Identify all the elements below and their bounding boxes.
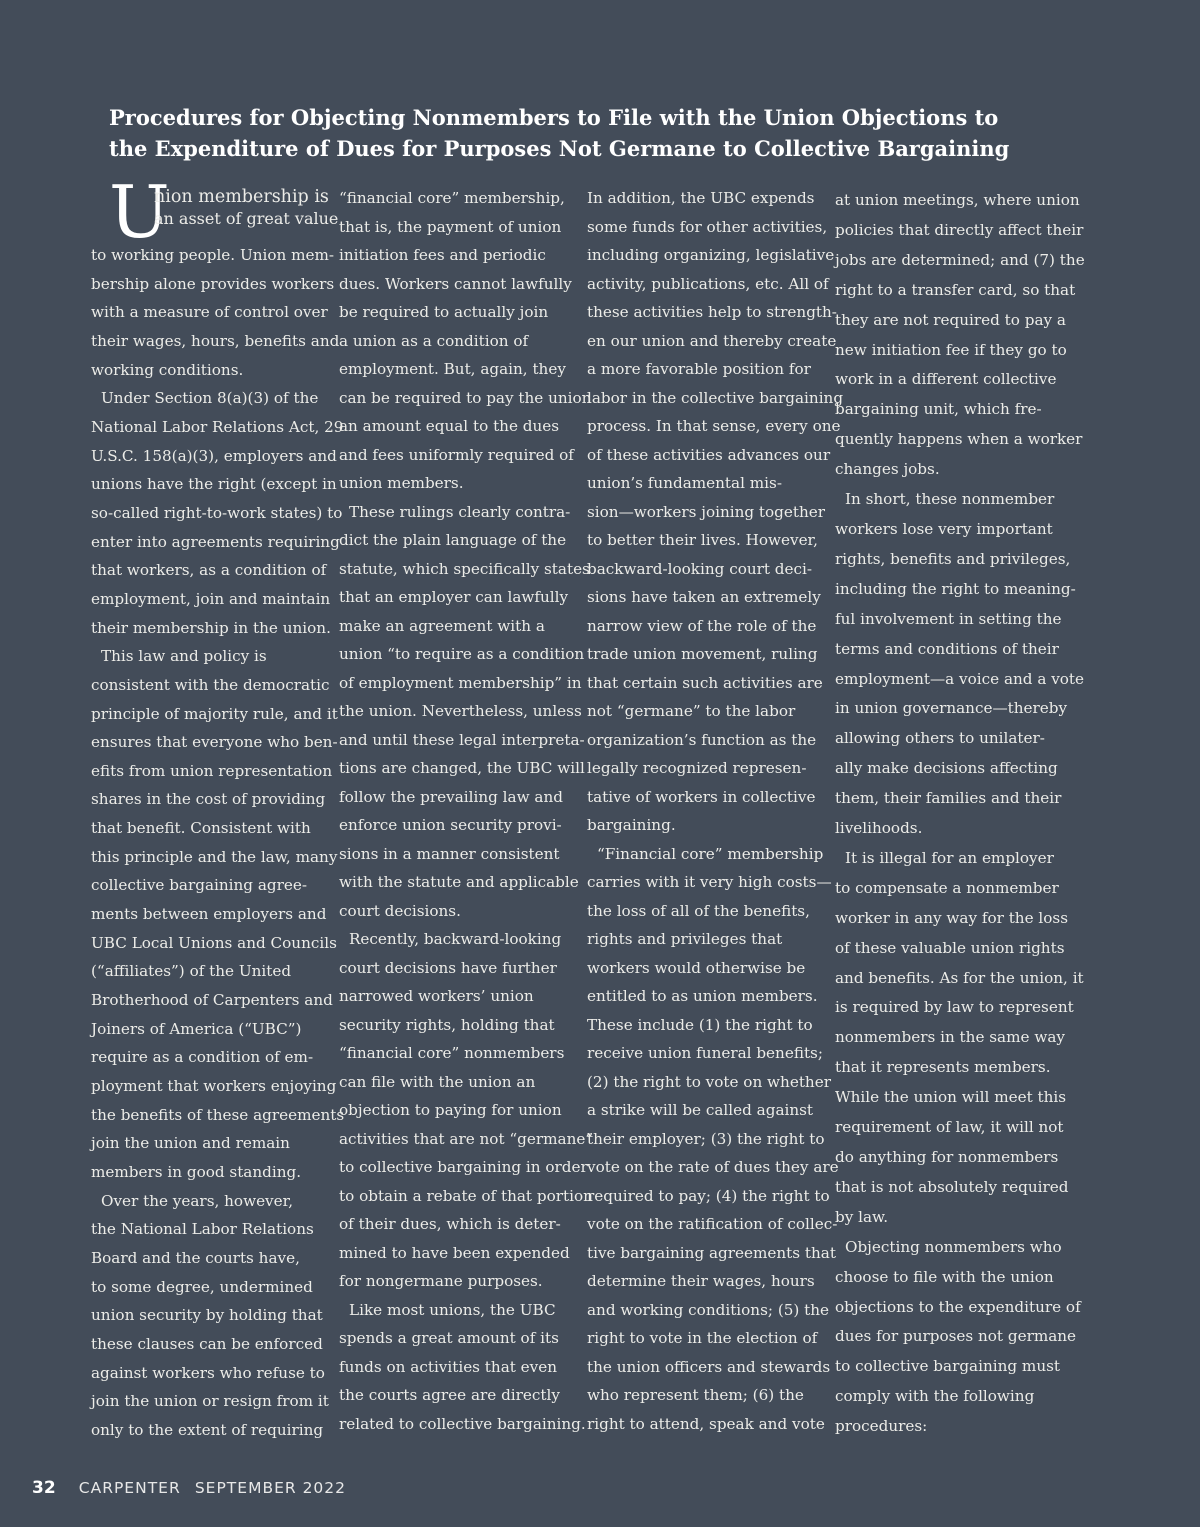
text-line: allowing others to unilater-	[835, 729, 1045, 748]
text-line: choose to file with the union	[835, 1267, 1054, 1286]
text-line: to collective bargaining must	[835, 1357, 1061, 1376]
text-line: (“affiliates”) of the United	[91, 962, 292, 981]
text-line: do anything for nonmembers	[835, 1148, 1059, 1166]
text-line: of these activities advances our	[587, 445, 831, 464]
text-line: funds on activities that even	[339, 1357, 558, 1376]
text-line: requirement of law, it will not	[835, 1118, 1064, 1137]
text-line: (2) the right to vote on whether	[587, 1072, 831, 1091]
article-headline	[109, 102, 1099, 164]
text-line: rights and privileges that	[587, 930, 783, 948]
page-footer	[32, 1478, 346, 1498]
text-line: that it represents members.	[835, 1058, 1051, 1077]
text-line: dues. Workers cannot lawfully	[339, 274, 572, 293]
text-line: ensures that everyone who ben-	[91, 733, 338, 752]
text-line: to obtain a rebate of that portion	[339, 1186, 593, 1205]
text-line: working conditions.	[91, 360, 244, 379]
text-line: these clauses can be enforced	[91, 1334, 323, 1353]
text-line: “financial core” nonmembers	[339, 1044, 565, 1062]
text-line: their membership in the union.	[91, 618, 331, 637]
text-line: Brotherhood of Carpenters and	[91, 991, 333, 1010]
text-line: enter into agreements requiring	[91, 532, 340, 551]
text-line: employment, join and maintain	[91, 589, 331, 608]
text-line: tative of workers in collective	[587, 787, 816, 806]
text-line: sion—workers joining together	[587, 502, 826, 521]
text-line: initiation fees and periodic	[339, 246, 546, 264]
text-line: These include (1) the right to	[587, 1015, 813, 1034]
text-line: These rulings clearly contra-	[349, 502, 571, 521]
text-line: can be required to pay the union	[339, 388, 592, 407]
text-line: ments between employers and	[91, 905, 327, 924]
text-line: shares in the cost of providing	[91, 790, 326, 809]
text-line: activities that are not “germane”	[339, 1129, 594, 1148]
text-line: nion membership is	[154, 187, 329, 207]
text-line: union’s fundamental mis-	[587, 474, 782, 492]
text-line: the union. Nevertheless, unless	[339, 702, 582, 720]
text-line: terms and conditions of their	[835, 639, 1059, 658]
text-line: that an employer can lawfully	[339, 588, 569, 606]
text-line: workers lose very important	[835, 519, 1053, 538]
text-line: right to a transfer card, so that	[835, 280, 1076, 299]
text-line: to better their lives. However,	[587, 531, 818, 549]
text-line: tions are changed, the UBC will	[339, 759, 585, 777]
text-line: mined to have been expended	[339, 1243, 570, 1262]
text-line: process. In that sense, every one	[587, 417, 841, 435]
text-line: Like most unions, the UBC	[349, 1300, 556, 1319]
text-line: their wages, hours, benefits and	[91, 331, 340, 350]
text-line: rights, benefits and privileges,	[835, 549, 1071, 568]
text-line: UBC Local Unions and Councils	[91, 933, 337, 952]
text-line: objections to the expenditure of	[835, 1297, 1081, 1316]
text-line: jobs are determined; and (7) the	[835, 250, 1085, 269]
drop-cap: U	[109, 170, 170, 254]
text-line: This law and policy is	[101, 647, 267, 666]
text-line: employment. But, again, they	[339, 360, 566, 378]
text-column-1	[91, 170, 345, 1445]
text-line: Objecting nonmembers who	[845, 1237, 1062, 1256]
text-line: members in good standing.	[91, 1163, 302, 1181]
text-line: bargaining.	[587, 816, 676, 834]
text-line: the National Labor Relations	[91, 1220, 314, 1239]
text-line: a union as a condition of	[339, 331, 529, 350]
text-line: In addition, the UBC expends	[587, 189, 815, 207]
text-line: Recently, backward-looking	[349, 930, 562, 948]
text-line: bership alone provides workers	[91, 274, 335, 293]
text-line: to compensate a nonmember	[835, 878, 1059, 897]
text-line: National Labor Relations Act, 29	[91, 417, 344, 436]
text-line: efits from union representation	[91, 761, 333, 780]
text-line: labor in the collective bargaining	[587, 388, 844, 407]
text-line: trade union movement, ruling	[587, 645, 818, 663]
text-line: court decisions have further	[339, 958, 557, 977]
text-line: of employment membership” in	[339, 673, 582, 692]
text-line: ployment that workers enjoying	[91, 1077, 337, 1096]
text-line: narrow view of the role of the	[587, 616, 817, 635]
text-line: some funds for other activities,	[587, 217, 828, 236]
text-line: right to attend, speak and vote	[587, 1414, 825, 1433]
text-line: consistent with the democratic	[91, 675, 330, 694]
text-line: U.S.C. 158(a)(3), employers and	[91, 446, 337, 465]
text-line: employment—a voice and a vote	[835, 669, 1085, 688]
text-line: and fees uniformly required of	[339, 445, 574, 464]
text-line: with the statute and applicable	[339, 873, 579, 891]
page-number: 32	[32, 1478, 56, 1498]
text-line: nonmembers in the same way	[835, 1028, 1065, 1047]
headline-line-1: Procedures for Objecting Nonmembers to File with the Union Objections to	[109, 105, 999, 130]
text-line: procedures:	[835, 1417, 928, 1436]
text-line: of their dues, which is deter-	[339, 1215, 561, 1233]
text-line: they are not required to pay a	[835, 310, 1066, 329]
text-line: policies that directly affect their	[835, 220, 1084, 239]
text-line: that workers, as a condition of	[91, 561, 327, 580]
text-line: an amount equal to the dues	[339, 417, 560, 435]
text-line: organization’s function as the	[587, 730, 817, 749]
text-line: only to the extent of requiring	[91, 1420, 324, 1439]
text-line: who represent them; (6) the	[587, 1386, 804, 1404]
text-line: require as a condition of em-	[91, 1048, 314, 1067]
text-line: and until these legal interpreta-	[339, 730, 585, 749]
text-line: against workers who refuse to	[91, 1363, 325, 1382]
text-line: this principle and the law, many	[91, 847, 338, 866]
text-line: at union meetings, where union	[835, 191, 1080, 209]
text-line: It is illegal for an employer	[845, 848, 1054, 867]
text-line: these activities help to strength-	[587, 303, 837, 321]
magazine-name: CARPENTER	[78, 1479, 181, 1497]
text-line: livelihoods.	[835, 819, 923, 838]
text-line: the union officers and stewards	[587, 1357, 831, 1376]
text-line: ally make decisions affecting	[835, 759, 1058, 778]
text-line: en our union and thereby create	[587, 331, 837, 350]
text-line: dict the plain language of the	[339, 531, 567, 549]
text-line: vote on the ratification of collec-	[587, 1215, 838, 1233]
text-line: receive union funeral benefits;	[587, 1044, 823, 1062]
text-line: the loss of all of the benefits,	[587, 901, 810, 920]
text-line: in union governance—thereby	[835, 699, 1068, 718]
text-line: Joiners of America (“UBC”)	[91, 1019, 302, 1038]
text-line: entitled to as union members.	[587, 987, 818, 1005]
text-line: court decisions.	[339, 901, 461, 920]
text-line: for nongermane purposes.	[339, 1272, 543, 1290]
text-line: legally recognized represen-	[587, 759, 807, 777]
text-line: work in a different collective	[835, 370, 1057, 389]
text-line: sions in a manner consistent	[339, 844, 560, 863]
text-line: so-called right-to-work states) to	[91, 503, 343, 522]
text-line: a strike will be called against	[587, 1101, 814, 1119]
text-line: security rights, holding that	[339, 1015, 555, 1034]
opening-paragraph-start	[91, 170, 344, 254]
text-line: an asset of great value	[154, 209, 339, 228]
text-line: their employer; (3) the right to	[587, 1129, 825, 1148]
text-line: required to pay; (4) the right to	[587, 1186, 830, 1205]
text-line: objection to paying for union	[339, 1101, 562, 1119]
text-line: narrowed workers’ union	[339, 987, 534, 1005]
magazine-issue-date: SEPTEMBER 2022	[194, 1479, 347, 1497]
text-line: right to vote in the election of	[587, 1329, 818, 1347]
text-line: to working people. Union mem-	[91, 246, 335, 264]
text-line: the benefits of these agreements	[91, 1105, 345, 1124]
text-line: join the union or resign from it	[91, 1392, 329, 1411]
text-column-4	[835, 186, 1085, 1442]
text-line: of these valuable union rights	[835, 938, 1065, 957]
text-line: While the union will meet this	[835, 1088, 1067, 1107]
text-line: Board and the courts have,	[91, 1248, 300, 1267]
text-line: make an agreement with a	[339, 616, 545, 635]
headline-line-2: the Expenditure of Dues for Purposes Not Germane to Collective Bargaining	[109, 136, 1010, 161]
text-line: Over the years, however,	[101, 1191, 294, 1210]
text-column-2	[339, 184, 593, 1438]
text-line: to some degree, undermined	[91, 1277, 313, 1296]
text-line: Under Section 8(a)(3) of the	[101, 389, 319, 408]
text-line: follow the prevailing law and	[339, 787, 563, 806]
text-line: unions have the right (except in	[91, 475, 337, 494]
text-line: join the union and remain	[91, 1134, 290, 1153]
text-line: changes jobs.	[835, 460, 940, 479]
text-line: worker in any way for the loss	[835, 908, 1068, 927]
text-line: be required to actually join	[339, 303, 549, 321]
text-column-3	[587, 184, 843, 1438]
text-line: including the right to meaning-	[835, 579, 1076, 598]
text-line: to collective bargaining in order	[339, 1158, 588, 1176]
text-line: statute, which specifically states	[339, 559, 590, 578]
text-line: tive bargaining agreements that	[587, 1243, 836, 1262]
text-line: collective bargaining agree-	[91, 876, 307, 895]
text-line: comply with the following	[835, 1387, 1035, 1406]
text-line: dues for purposes not germane	[835, 1327, 1077, 1346]
text-line: principle of majority rule, and it	[91, 704, 338, 723]
text-line: and working conditions; (5) the	[587, 1300, 830, 1319]
text-line: “financial core” membership,	[339, 189, 565, 207]
text-line: “Financial core” membership	[597, 844, 824, 863]
text-line: that benefit. Consistent with	[91, 819, 311, 838]
text-line: ful involvement in setting the	[835, 609, 1062, 628]
text-line: new initiation fee if they go to	[835, 340, 1067, 359]
text-line: activity, publications, etc. All of	[587, 274, 829, 293]
text-line: is required by law to represent	[835, 998, 1074, 1017]
text-line: the courts agree are directly	[339, 1386, 560, 1404]
text-line: carries with it very high costs—	[587, 873, 832, 891]
text-line: that is not absolutely required	[835, 1177, 1069, 1196]
text-line: by law.	[835, 1207, 889, 1226]
text-line: that is, the payment of union	[339, 217, 562, 236]
text-line: sions have taken an extremely	[587, 588, 821, 606]
text-line: union “to require as a condition	[339, 645, 585, 663]
text-line: them, their families and their	[835, 789, 1062, 808]
text-line: that certain such activities are	[587, 673, 823, 692]
text-line: In short, these nonmember	[845, 490, 1055, 509]
text-line: vote on the rate of dues they are	[587, 1158, 839, 1176]
text-line: with a measure of control over	[91, 303, 328, 322]
text-line: bargaining unit, which fre-	[835, 400, 1042, 419]
text-line: union security by holding that	[91, 1306, 323, 1325]
text-line: backward-looking court deci-	[587, 559, 813, 578]
text-line: determine their wages, hours	[587, 1272, 815, 1290]
text-line: related to collective bargaining.	[339, 1414, 586, 1433]
text-line: a more favorable position for	[587, 360, 811, 378]
text-line: not “germane” to the labor	[587, 702, 796, 720]
text-line: and benefits. As for the union, it	[835, 968, 1084, 987]
text-line: including organizing, legislative	[587, 246, 835, 264]
text-line: can file with the union an	[339, 1072, 536, 1091]
text-line: union members.	[339, 474, 464, 492]
text-line: workers would otherwise be	[587, 958, 806, 977]
text-line: enforce union security provi-	[339, 816, 562, 834]
text-line: spends a great amount of its	[339, 1329, 559, 1347]
text-line: quently happens when a worker	[835, 430, 1083, 449]
